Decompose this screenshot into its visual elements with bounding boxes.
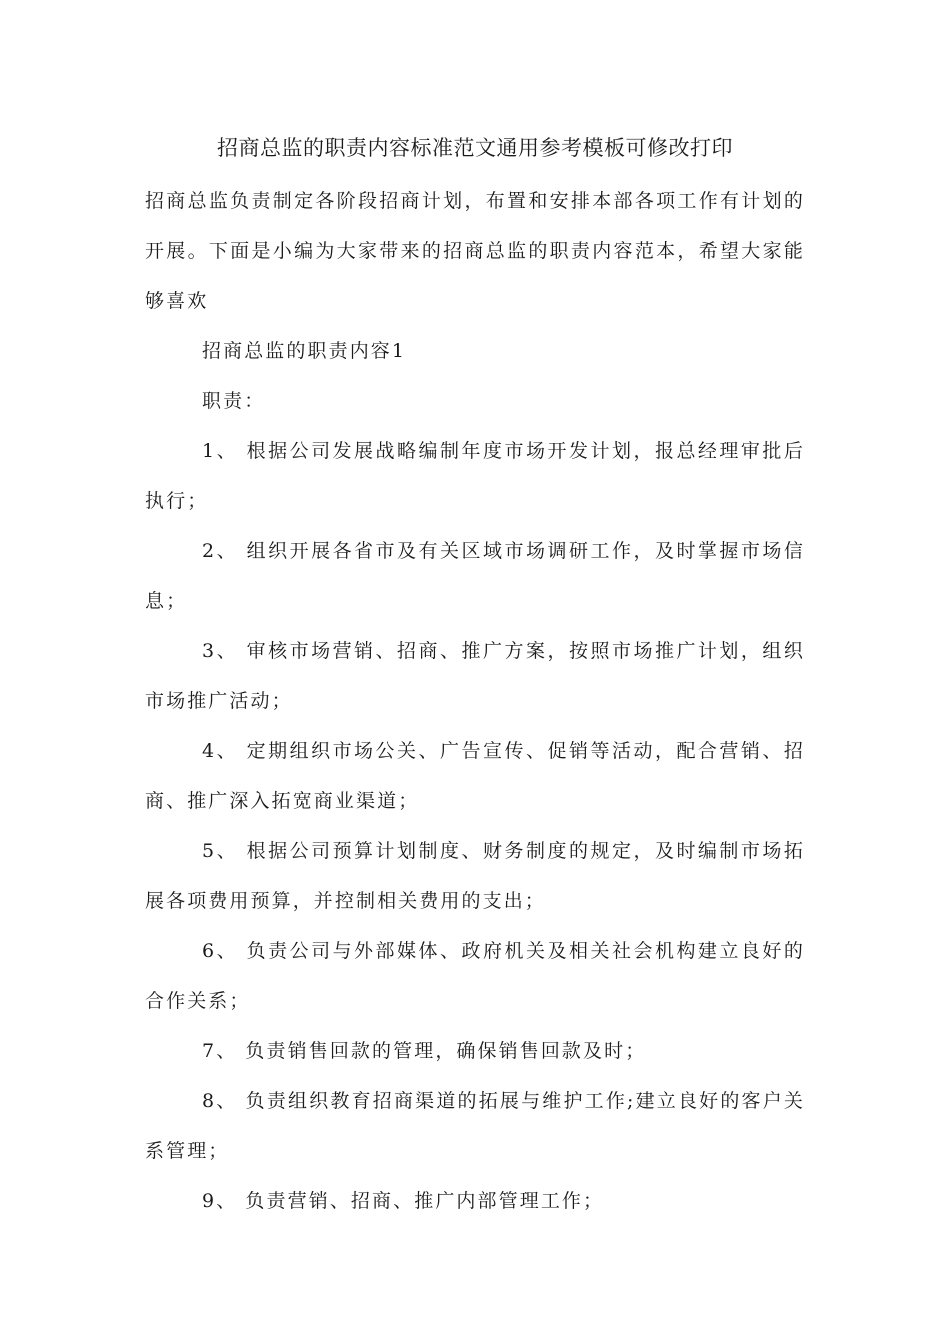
duty-item-3: 3、 审核市场营销、招商、推广方案，按照市场推广计划，组织市场推广活动； [145,640,805,712]
duty-item-6: 6、 负责公司与外部媒体、政府机关及相关社会机构建立良好的合作关系； [145,940,805,1012]
duty-item-8: 8、 负责组织教育招商渠道的拓展与维护工作;建立良好的客户关系管理； [145,1090,805,1162]
duty-item-5: 5、 根据公司预算计划制度、财务制度的规定，及时编制市场拓展各项费用预算，并控制相关费用的支出； [145,840,805,912]
duties-label: 职责： [202,390,266,412]
duty-item-9: 9、 负责营销、招商、推广内部管理工作； [202,1190,605,1212]
intro-paragraph: 招商总监负责制定各阶段招商计划，布置和安排本部各项工作有计划的开展。下面是小编为大家带来的招商总监的职责内容范本，希望大家能够喜欢 [145,190,805,312]
duty-item-2: 2、 组织开展各省市及有关区域市场调研工作，及时掌握市场信息； [145,540,805,612]
section-heading: 招商总监的职责内容1 [202,340,407,362]
duty-item-4: 4、 定期组织市场公关、广告宣传、促销等活动，配合营销、招商、推广深入拓宽商业渠道； [145,740,805,812]
document-title: 招商总监的职责内容标准范文通用参考模板可修改打印 [217,136,733,160]
duty-item-7: 7、 负责销售回款的管理，确保销售回款及时； [202,1040,647,1062]
duty-item-1: 1、 根据公司发展战略编制年度市场开发计划，报总经理审批后执行； [145,440,805,512]
